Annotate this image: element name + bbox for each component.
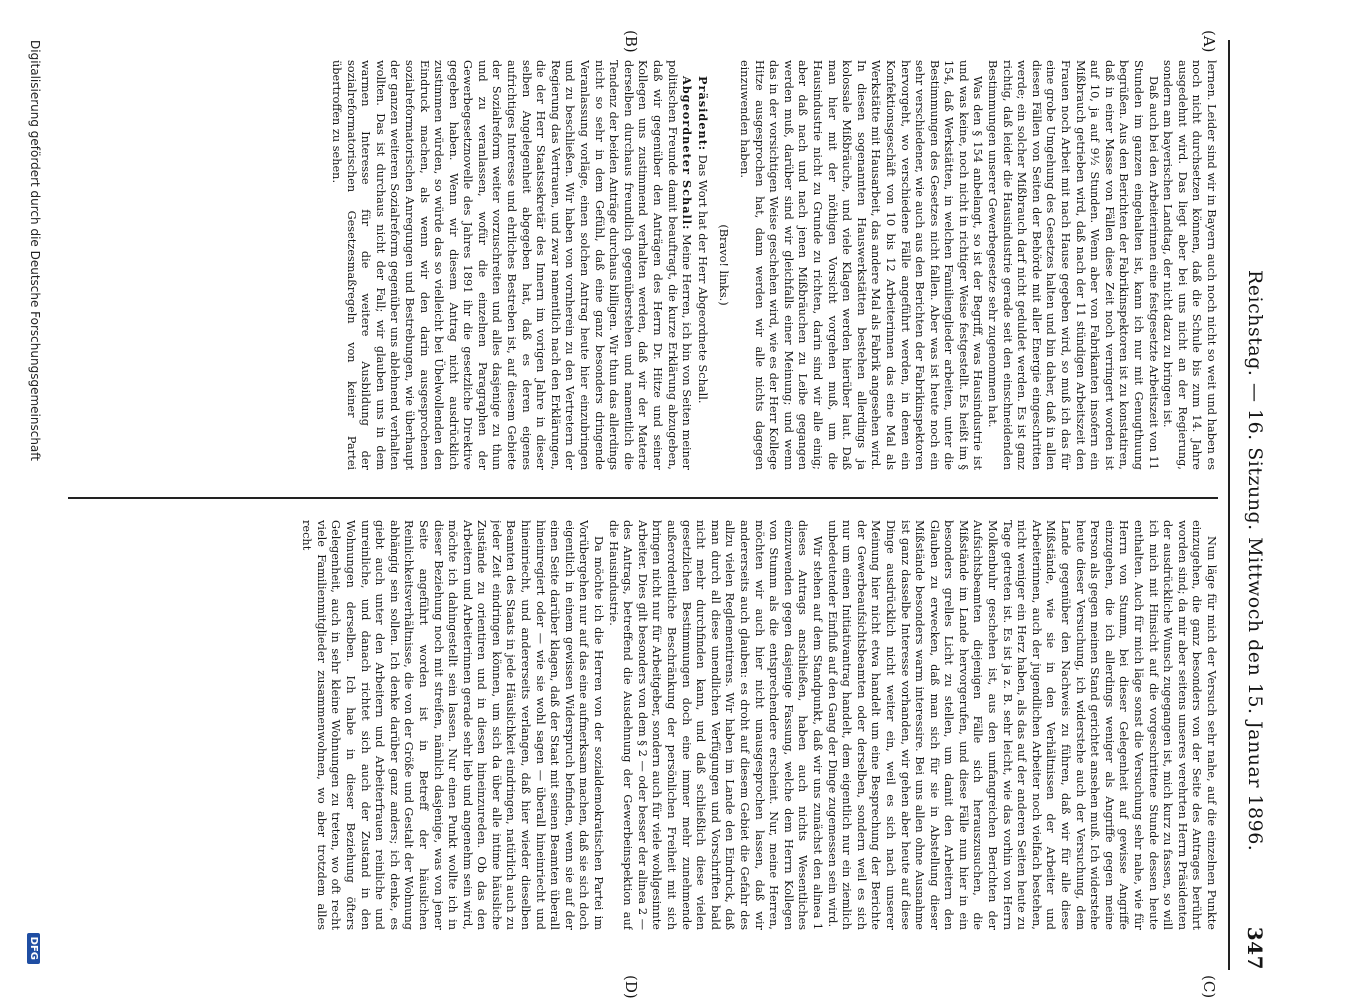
stage-direction: (Bravo! links.): [717, 224, 731, 306]
right-paragraph-3: Da möchte ich die Herren von der sozialdemokratischen Partei im Vorübergehen nur auf das eine aufmerksam machen, daß sie sich doch eigentlich in einem gewissen Widerspruch befinden, wenn sie auf der einen Seite darüber klagen, daß der Staat mit seinen Beamten überall hineinregiert oder — wie sie wohl sagen — überall hineinriecht und hineinriecht, und andererseits verlangen, daß hier wieder dieselben Beamten des Staats in jede Häuslichkeit eindringen, natürlich auch zu jeder Zeit eindringen können, um sich da über alle intime häusliche Zustände zu orientiren und in diesen hineinzureden. Ob das den Arbeitern und Arbeiterinnen gerade sehr lieb und angenehm sein wird, möchte ich dahingestellt sein lassen. Nur einen Punkt wollte ich in dieser Beziehung noch mit streifen, nämlich dasjenige, was von jener Seite angeführt worden ist in Betreff der häuslichen Reinlichkeitsverhältnisse, die von der Größe und Gestalt der Wohnung abhängig sein sollen. Ich denke darüber ganz anders; ich denke, es giebt auch unter den Arbeitern und Arbeiterfrauen reinliche und unreinliche, und danach richtet sich auch der Zustand in den Wohnungen derselben. Ich habe in dieser Beziehung öfters Gelegenheit, auch in sehr kleine Wohnungen zu treten, wo oft recht viele Familienmitglieder zusammenwohnen, wo aber trotzdem alles recht: [300, 520, 606, 930]
left-column: [68, 60, 1218, 470]
schall-text: Meine Herren, ich bin von Seiten meiner politischen Freunde damit beauftragt, die kurze Erklärung abzugeben, daß wir gegenüber den Anträgen des Herrn Dr. Hitze und seiner Kollegen uns zustimmend verhalten werden, daß wir der Materie derselben durchaus freundlich gegenüberstehen und namentlich die Tendenz der beiden Anträge durchaus billigen. Wir thun das allerdings nicht so sehr in dem Gefühl, daß eine ganz besonders dringende Veranlassung vorläge, einen solchen Antrag heute hier einzubringen und zu beschließen. Wir haben von vornherein zu den Vertretern der Regierung das Vertrauen, und zwar namentlich nach den Erklärungen, die der Herr Staatssekretär des Innern im vorigen Jahre in dieser selben Angelegenheit abgegeben hat, daß es deren eigenes aufrichtiges Interesse und ehrliches Bestreben ist, auf diesem Gebiete der Sozialreform weiter vorzuschreiten und alles dasjenige zu thun und zu veranlassen, wofür die einzelnen Paragraphen der Gewerbegesetznovelle des Jahres 1891 ihr die gesetzliche Direktive gegeben haben. Wenn wir diesem Antrag nicht ausdrücklich zustimmen würden, so würde das so vielleicht bei Übelwollenden den Eindruck machen, als wenn wir den darin ausgesprochenen sozialreformatorischen Anregungen und Bestrebungen, wie überhaupt der ganzen weiteren Sozialreform gegenüber uns ablehnend verhalten wollten. Das ist durchaus nicht der Fall; wir glauben uns in dem warmen Interesse für die weitere Ausbildung der sozialreformatorischen Gesetzesmaßregeln von keiner Partei übertroffen zu sehen.: [329, 60, 694, 470]
speaker-schall: Abgeordneter Schall:: [680, 76, 695, 231]
left-paragraph-1: lernen. Leider sind wir in Bayern auch noch nicht so weit und haben es noch nicht durchsetzen können, daß die Schule bis zum 14. Jahre ausgedehnt wird. Das liegt aber bei uns nicht an der Regierung, sondern am bayerischen Landtag, der nicht dazu zu bringen ist.: [1161, 60, 1218, 470]
right-column: [68, 520, 1218, 930]
president-speech: [694, 60, 710, 470]
credit-text: Digitalisierung gefördert durch die Deutsche Forschungsgemeinschaft: [28, 40, 42, 462]
margin-mark-a: (A): [1200, 30, 1218, 53]
dfg-logo: DFG: [28, 933, 41, 964]
header-title: Reichstag. — 16. Sitzung. Mittwoch den 15. Januar 1896.: [1244, 270, 1266, 852]
margin-mark-d: (D): [622, 975, 640, 999]
left-paragraph-3: Was den § 154 anbelangt, so ist der Begriff, was Hausindustrie ist und was keine, noch nicht in richtiger Weise festgestellt. Es heißt im § 154, daß Werkstätten, in welchen Familienglieder arbeiten, unter die Bestimmungen des Gesetzes nicht fallen. Aber was ist heute noch ein sehr verschiedener, wie auch aus den Berichten der Fabrikinspektoren hervorgeht, wo verschiedene Fälle angeführt werden, in denen ein Konfektionsgeschäft von 10 bis 12 Arbeiterinnen das eine Mal als Werkstätte mit Hausarbeit, das andere Mal als Fabrik angesehen wird. In diesen sogenannten Hauswerkstätten bestehen allerdings ja kolossale Mißbräuche, und viele Klagen werden hierüber laut. Daß man hier mit der nöthigen Vorsicht vorgehen muß, um die Hausindustrie nicht zu Grunde zu richten, darin sind wir alle einig; aber daß nach und nach jenen Mißbräuchen zu Leibe gegangen werden muß, darüber sind wir gleichfalls einer Meinung; und wenn das in der vorsichtigen Weise geschehen wird, wie es der Herr Kollege Hitze ausgesprochen hat, dann werden wir alle nichts dagegen einzuwenden haben.: [738, 60, 985, 470]
margin-mark-b: (B): [622, 30, 640, 53]
president-text: Das Wort hat der Herr Abgeordnete Schall.: [695, 154, 709, 404]
digitization-credit: [22, 40, 48, 970]
left-paragraph-2: Daß auch bei den Arbeiterinnen eine festgesetzte Arbeitszeit von 11 Stunden im ganzen eingehalten ist, kann ich nur mit Genugthuung begrüßen. Aus den Berichten der Fabrikinspektoren ist zu konstatiren, daß in einer Masse von Fällen diese Zeit noch verringert worden ist auf 10, ja auf 9½ Stunden. Wenn aber von Fabrikanten insofern ein Mißbrauch getrieben wird, daß nach der 11 stündigen Arbeitszeit den Frauen noch Arbeit mit nach Hause gegeben wird, so muß ich das für eine grobe Umgehung des Gesetzes halten und bin daher, daß in allen diesen Fällen von Seiten der Behörde mit aller Energie eingeschritten werde; ein solcher Mißbrauch darf nicht geduldet werden. Es ist ganz richtig, daß leider die Hausindustrie gerade seit den einschneidenden Bestimmungen unserer Gewerbegesetze sehr zugenommen hat.: [986, 60, 1160, 470]
page-header: [1232, 40, 1278, 970]
right-paragraph-2: Wir stehen auf dem Standpunkt, daß wir uns zunächst den alinea 1 dieses Antrags anschließen, haben auch nichts Wesentliches einzuwenden gegen dasjenige Fassung, welche dem Herrn Kollegen von Stumm als die entsprechendere erscheint. Nur, meine Herren, möchten wir auch hier nicht unausgesprochen lassen, daß wir andererseits auch glauben: es droht auf diesem Gebiet die Gefahr des allzu vielen Reglementirens. Wir haben im Lande den Eindruck, daß man durch all diese unendlichen Verfügungen und Vorschriften bald nicht mehr durchfinden kann, und daß schließlich diese vielen gesetzlichen Bestimmungen doch eine immer mehr zunehmende außerordentliche Beschränkung der persönlichen Freiheit mit sich bringen nicht nur für Arbeitgeber, sondern auch für viele wohlgesinnte Arbeiter. Dies gilt besonders von dem § 2 — oder besser der alinea 2 — des Antrags, betreffend die Ausdehnung der Gewerbeinspektion auf die Hausindustrie.: [606, 520, 824, 930]
header-rule: [1228, 40, 1230, 970]
right-paragraph-1: Nun läge für mich der Versuch sehr nahe, auf die einzelnen Punkte einzugehen, die ganz besonders von der Seite des Antrages berührt worden sind; da mir aber seitens unseres verehrten Herrn Präsidenten der ausdrückliche Wunsch zugegangen ist, mich kurz zu fassen, so will ich mich mit Hinsicht auf die vorgeschrittene Stunde dessen heute enthalten. Auch für mich läge sonst die Versuchung sehr nahe, wie für Herrn von Stumm, bei dieser Gelegenheit auf gewisse Angriffe einzugehen, die ich allerdings weniger als Angriffe gegen meine Person als gegen meinen Stand gerichtet ansehen muß. Ich widerstehe heute dieser Versuchung, ich widerstehe auch der Versuchung, dem Lande gegenüber den Nachweis zu führen, daß wir für alle diese Mißstände, wie sie in den Verhältnissen der Arbeiter und Arbeiterinnen, auch der jugendlichen Arbeiter noch vielfach bestehen, nicht weniger ein Herz haben, als das auf der anderen Seiten heute zu Tage getreten ist. Es ist ja z. B. sehr leicht, wie das vorhin von Herrn Molkenbuhr geschehen ist, aus den umfangreichen Berichten der Aufsichtsbeamten diejenigen Fälle sich herauszusuchen, die Mißstände im Lande hervorgerufen, und diese Fälle nun hier in ein besonders grelles Licht zu stellen, um damit den Arbeitern den Glauben zu erwecken, daß man sich für sie in Abstellung dieser Mißstände besonders warm interessire. Bei uns allen ohne Ausnahme ist ganz dasselbe Interesse vorhanden, wir gehen aber heute auf diese Dinge ausdrücklich nicht weiter ein, weil es sich nach unserer Meinung hier nicht etwa handelt um eine Besprechung der Berichte der Gewerbeaufsichtsbeamten oder derselben, sondern weil es sich nur um einen Initiativantrag handelt, dem eigentlich nur ein ziemlich unbedeutender Einfluß auf den Gang der Dinge zugemessen sein wird.: [825, 520, 1218, 930]
margin-mark-c: (C): [1200, 975, 1218, 999]
column-divider: [68, 497, 1218, 499]
page-number: 347: [1243, 926, 1267, 970]
speaker-president: Präsident:: [695, 76, 710, 152]
schall-speech: [328, 60, 694, 470]
